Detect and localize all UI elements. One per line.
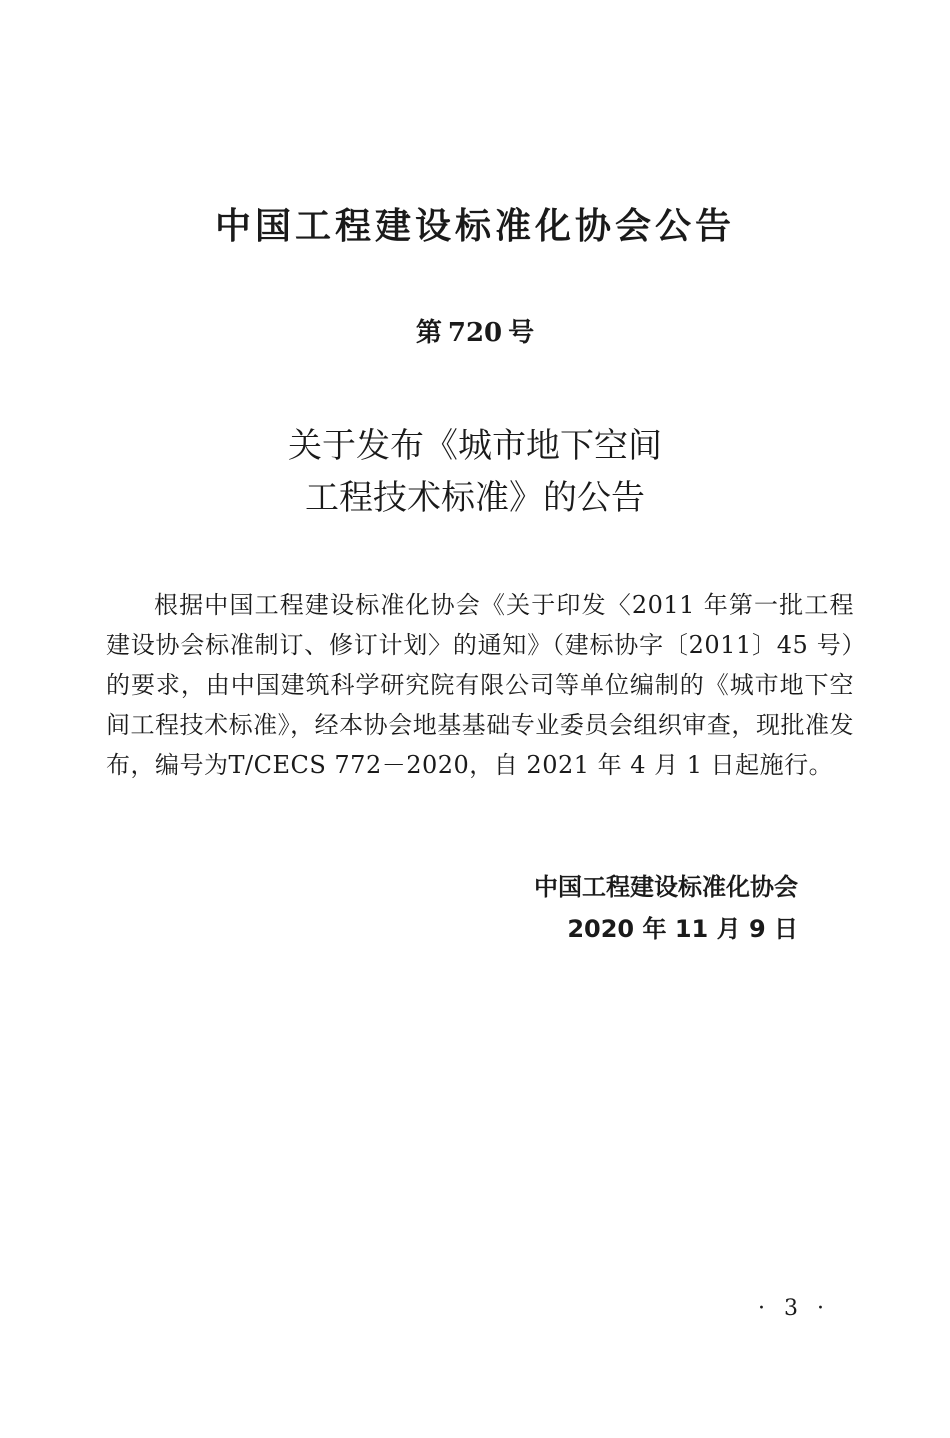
notice-title-line1: 关于发布《城市地下空间 <box>288 426 662 466</box>
number-prefix: 第 <box>415 318 442 348</box>
number-value: 720 <box>447 318 503 348</box>
signature-block <box>534 866 798 950</box>
announcement-number <box>0 312 950 349</box>
notice-body: 根据中国工程建设标准化协会《关于印发〈2011 年第一批工程建设协会标准制订、修订计划〉的通知》（建标协字〔2011〕45 号）的要求，由中国建筑科学研究院有限公司等单位编制的《城市地下空间工程技术标准》，经本协会地基基础专业委员会组织审查，现批准发布，编号为T/CECS 772－2020，自 2021 年 4 月 1 日起施行。 <box>106 591 854 779</box>
signature-org: 中国工程建设标准化协会 <box>534 873 798 901</box>
org-title: 中国工程建设标准化协会公告 <box>214 206 735 247</box>
signature-date: 2020 年 11 月 9 日 <box>567 915 798 943</box>
notice-title <box>0 420 950 524</box>
notice-title-line2: 工程技术标准》的公告 <box>305 478 645 518</box>
page-number: · 3 · <box>758 1296 830 1321</box>
number-suffix: 号 <box>508 318 535 348</box>
